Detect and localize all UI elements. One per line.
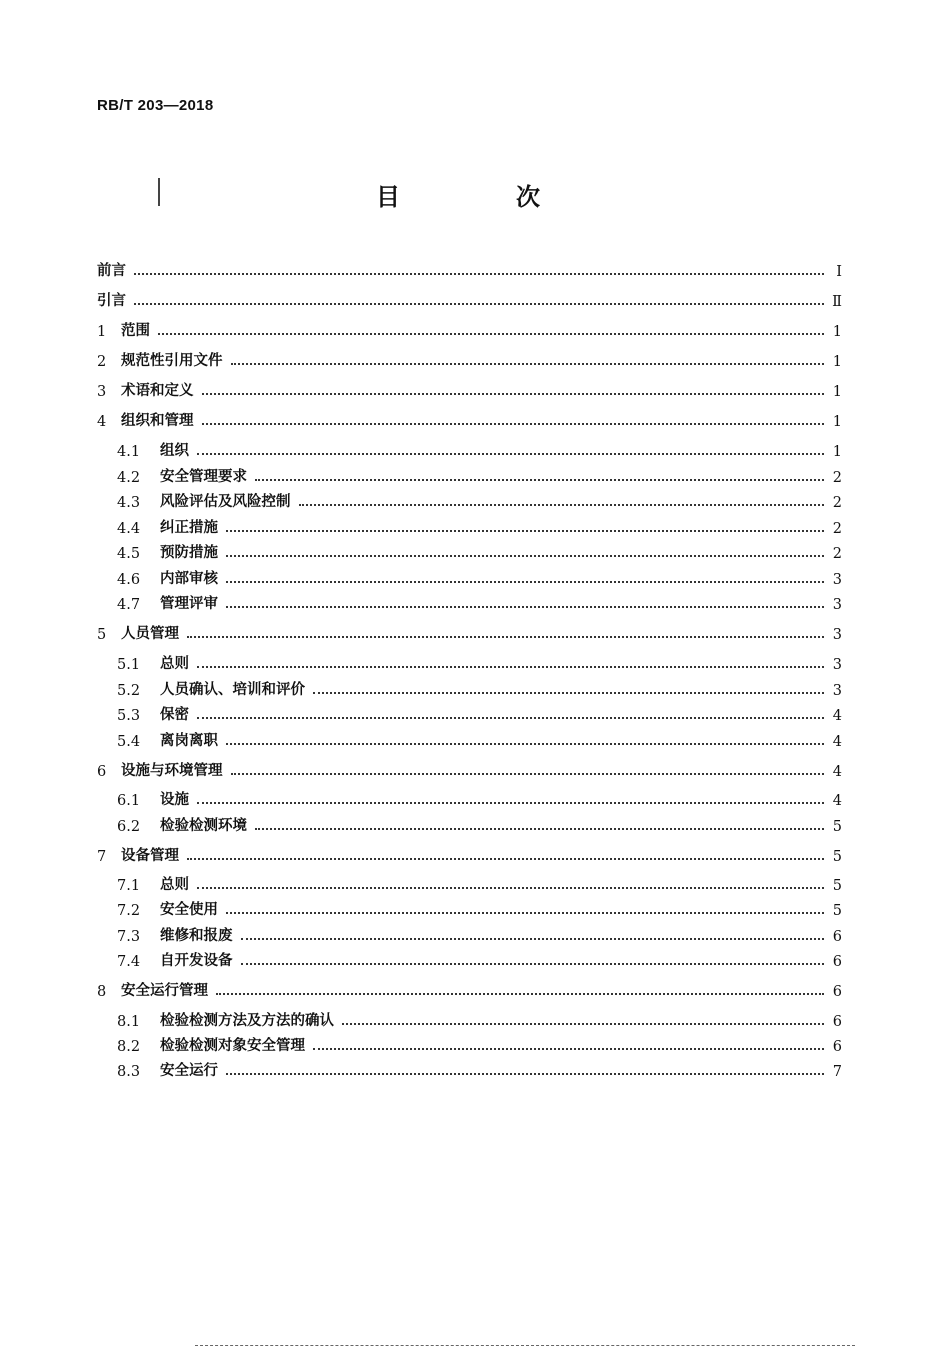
toc-leader (187, 857, 824, 860)
toc-entry[interactable] (117, 489, 842, 511)
toc-entry[interactable] (97, 288, 842, 310)
toc-entry-page: 3 (832, 657, 842, 673)
toc-entry-number: 8.3 (117, 1064, 141, 1080)
toc-entry-label: 总则 (160, 876, 189, 893)
toc-entry-label: 离岗离职 (160, 732, 218, 749)
toc-entry-page: 3 (832, 597, 842, 613)
toc-entry-number: 4.1 (117, 444, 141, 460)
toc-entry-label: 预防措施 (160, 544, 218, 561)
toc-entry[interactable] (97, 258, 842, 280)
toc-entry-page: 2 (832, 546, 842, 562)
toc-entry-label: 检验检测方法及方法的确认 (160, 1012, 334, 1029)
toc-entry-page: 1 (832, 414, 842, 430)
toc-entry-number: 8.2 (117, 1039, 141, 1055)
toc-entry-label: 引言 (97, 292, 126, 309)
toc-entry-page: 1 (832, 444, 842, 460)
toc-entry[interactable] (97, 348, 842, 370)
toc-entry-number: 4.6 (117, 572, 141, 588)
toc-entry-number: 6 (97, 764, 107, 780)
toc-entry-number: 4.5 (117, 546, 141, 562)
toc-leader (226, 580, 824, 583)
toc-entry-label: 范围 (121, 322, 150, 339)
toc-leader (299, 503, 825, 506)
toc-entry[interactable] (117, 1033, 842, 1055)
bottom-edge-line (195, 1345, 855, 1346)
toc-entry-label: 维修和报废 (160, 927, 233, 944)
toc-entry-label: 术语和定义 (121, 382, 194, 399)
toc-entry[interactable] (117, 1008, 842, 1030)
toc-entry[interactable] (117, 591, 842, 613)
toc-entry[interactable] (117, 515, 842, 537)
toc-entry-number: 7 (97, 849, 107, 865)
toc-leader (313, 691, 824, 694)
toc-entry-number: 7.1 (117, 878, 141, 894)
toc-leader (226, 742, 824, 745)
toc-entry-page: 1 (832, 324, 842, 340)
toc-entry-page: 6 (832, 1014, 842, 1030)
toc-entry-label: 内部审核 (160, 570, 218, 587)
toc-entry-number: 7.4 (117, 954, 141, 970)
toc-leader (202, 392, 825, 395)
toc-entry[interactable] (117, 897, 842, 919)
toc-entry[interactable] (97, 758, 842, 780)
toc-leader (197, 665, 824, 668)
toc-entry-number: 2 (97, 354, 107, 370)
toc-entry[interactable] (117, 948, 842, 970)
toc-entry-number: 4.3 (117, 495, 141, 511)
toc-entry[interactable] (117, 702, 842, 724)
toc-entry-label: 检验检测对象安全管理 (160, 1037, 305, 1054)
toc-leader (134, 302, 824, 305)
toc-entry-number: 4.7 (117, 597, 141, 613)
toc-entry-page: 2 (832, 470, 842, 486)
toc-entry[interactable] (97, 978, 842, 1000)
toc-entry[interactable] (117, 1058, 842, 1080)
toc-entry[interactable] (117, 540, 842, 562)
toc-leader (158, 332, 824, 335)
toc-entry-label: 规范性引用文件 (121, 352, 223, 369)
toc-entry-label: 设备管理 (121, 847, 179, 864)
toc-entry-page: 6 (832, 929, 842, 945)
toc-entry[interactable] (117, 566, 842, 588)
toc-entry-label: 总则 (160, 655, 189, 672)
toc-entry-page: 2 (832, 521, 842, 537)
toc-entry[interactable] (117, 787, 842, 809)
toc-entry[interactable] (117, 923, 842, 945)
toc-entry-number: 5.4 (117, 734, 141, 750)
toc-entry-number: 8.1 (117, 1014, 141, 1030)
toc-entry-page: Ⅰ (836, 264, 842, 280)
toc-leader (216, 992, 824, 995)
toc-entry-page: 3 (832, 627, 842, 643)
toc-entry-number: 4 (97, 414, 107, 430)
toc-entry-label: 前言 (97, 262, 126, 279)
toc-entry-label: 检验检测环境 (160, 817, 247, 834)
toc-leader (134, 272, 824, 275)
toc-entry-page: 5 (832, 849, 842, 865)
toc-entry-page: 5 (832, 878, 842, 894)
toc-entry-number: 6.1 (117, 793, 141, 809)
toc-entry-page: 4 (832, 764, 842, 780)
toc-entry[interactable] (97, 378, 842, 400)
toc-entry-label: 自开发设备 (160, 952, 233, 969)
toc-entry-number: 3 (97, 384, 107, 400)
toc-entry-page: 2 (832, 495, 842, 511)
toc-entry-label: 人员管理 (121, 625, 179, 642)
toc-entry-number: 8 (97, 984, 107, 1000)
toc-entry-label: 保密 (160, 706, 189, 723)
toc-entry-page: 5 (832, 819, 842, 835)
toc-entry-page: 4 (832, 708, 842, 724)
toc-entry[interactable] (117, 438, 842, 460)
toc-entry-number: 7.2 (117, 903, 141, 919)
toc-entry[interactable] (97, 408, 842, 430)
toc-entry-number: 4.2 (117, 470, 141, 486)
toc-leader (197, 886, 824, 889)
toc-leader (255, 478, 824, 481)
toc-entry[interactable] (117, 651, 842, 673)
toc-entry[interactable] (97, 318, 842, 340)
toc-leader (197, 801, 824, 804)
toc-entry-page: 4 (832, 734, 842, 750)
toc-entry-number: 5.3 (117, 708, 141, 724)
toc-entry[interactable] (117, 813, 842, 835)
toc-entry-page: 3 (832, 683, 842, 699)
toc-entry-page: 6 (832, 984, 842, 1000)
toc-entry-number: 7.3 (117, 929, 141, 945)
toc-entry-page: 6 (832, 954, 842, 970)
toc-entry[interactable] (117, 677, 842, 699)
toc-leader (313, 1047, 824, 1050)
document-code: RB/T 203—2018 (97, 97, 214, 114)
toc-leader (226, 554, 824, 557)
toc-leader (342, 1022, 824, 1025)
toc-entry-label: 组织和管理 (121, 412, 194, 429)
toc-entry-label: 管理评审 (160, 595, 218, 612)
toc-entry-number: 4.4 (117, 521, 141, 537)
toc-entry-label: 纠正措施 (160, 519, 218, 536)
toc-entry-label: 安全管理要求 (160, 468, 247, 485)
toc-entry-page: 1 (832, 384, 842, 400)
toc-entry-number: 5.2 (117, 683, 141, 699)
toc-entry-page: 6 (832, 1039, 842, 1055)
toc-entry[interactable] (97, 843, 842, 865)
toc-leader (226, 605, 824, 608)
toc-entry-label: 风险评估及风险控制 (160, 493, 291, 510)
toc-entry-page: 5 (832, 903, 842, 919)
toc-entry-page: Ⅱ (832, 294, 842, 310)
toc-entry-label: 安全运行管理 (121, 982, 208, 999)
toc-leader (241, 937, 825, 940)
toc-leader (197, 452, 824, 455)
toc-entry-page: 4 (832, 793, 842, 809)
toc-entry-label: 安全运行 (160, 1062, 218, 1079)
toc-entry-number: 1 (97, 324, 107, 340)
toc-leader (197, 716, 824, 719)
toc-leader (226, 529, 824, 532)
toc-leader (226, 911, 824, 914)
toc-entry-number: 5.1 (117, 657, 141, 673)
toc-entry[interactable] (97, 621, 842, 643)
toc-leader (255, 827, 824, 830)
toc-leader (187, 635, 824, 638)
toc-entry-number: 5 (97, 627, 107, 643)
toc-leader (241, 962, 825, 965)
toc-entry-label: 组织 (160, 442, 189, 459)
toc-entry[interactable] (117, 728, 842, 750)
toc-entry[interactable] (117, 464, 842, 486)
toc-leader (231, 772, 825, 775)
toc-entry-label: 设施 (160, 791, 189, 808)
toc-leader (231, 362, 825, 365)
toc-leader (226, 1072, 824, 1075)
toc-entry-label: 安全使用 (160, 901, 218, 918)
toc-entry[interactable] (117, 872, 842, 894)
toc-entry-label: 人员确认、培训和评价 (160, 681, 305, 698)
toc-entry-page: 3 (832, 572, 842, 588)
toc-entry-label: 设施与环境管理 (121, 762, 223, 779)
page-title: 目 次 (376, 182, 586, 211)
toc-leader (202, 422, 825, 425)
toc-entry-number: 6.2 (117, 819, 141, 835)
toc-entry-page: 1 (832, 354, 842, 370)
toc-entry-page: 7 (832, 1064, 842, 1080)
